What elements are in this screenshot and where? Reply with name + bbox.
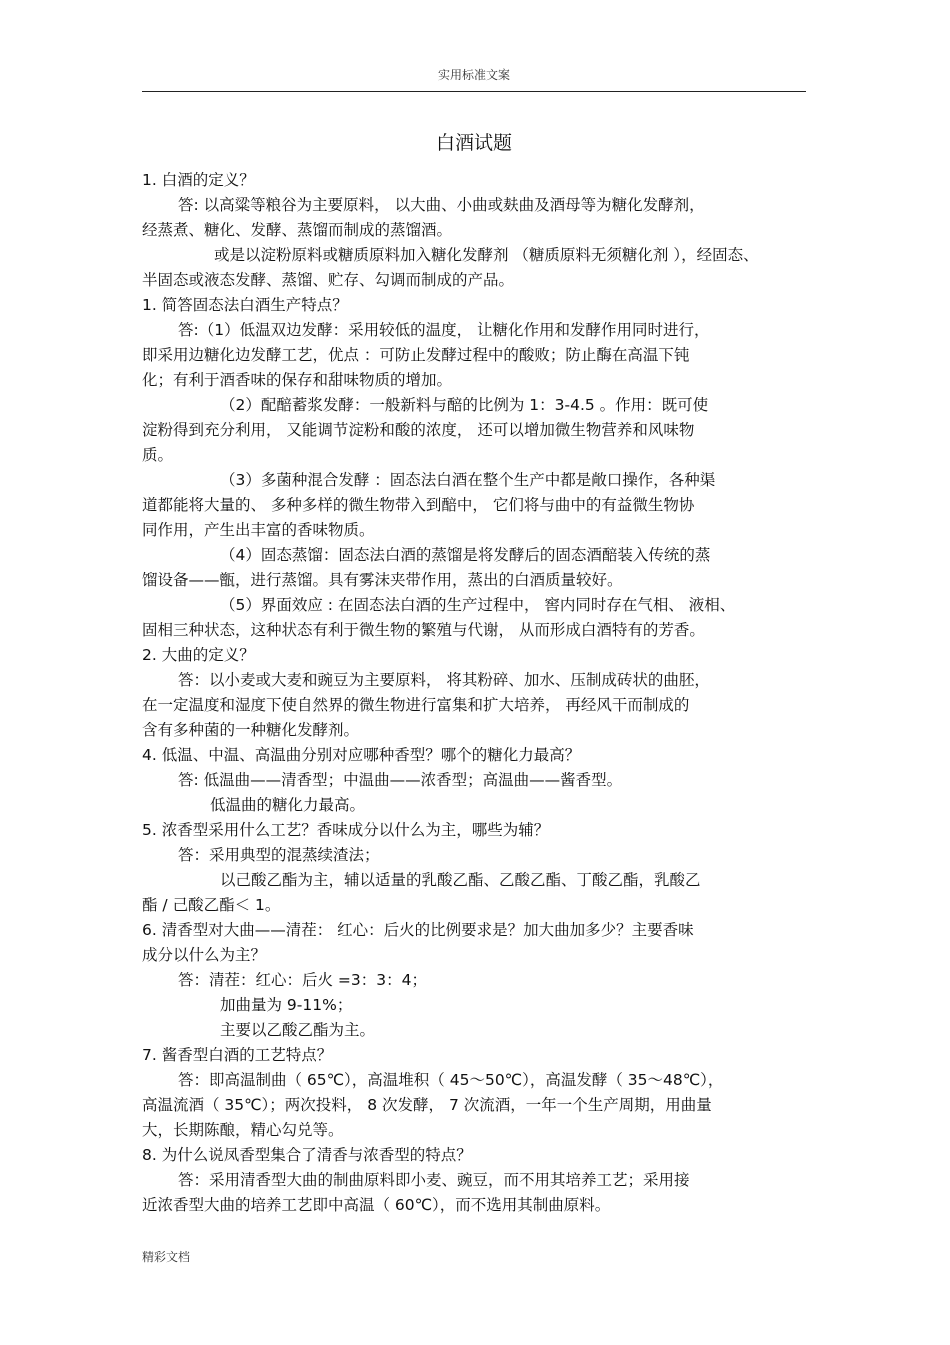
text-line: （3）多菌种混合发酵 ：固态法白酒在整个生产中都是敞口操作，各种渠 [220, 471, 716, 489]
text-line: 馏设备——甑，进行蒸馏。具有雾沫夹带作用，蒸出的白酒质量较好。 [142, 571, 623, 589]
text-line: 5. 浓香型采用什么工艺？香味成分以什么为主，哪些为辅？ [142, 821, 550, 839]
text-line: 以己酸乙酯为主，辅以适量的乳酸乙酯、乙酸乙酯、丁酸乙酯，乳酸乙 [220, 871, 701, 889]
text-line: （5）界面效应 : 在固态法白酒的生产过程中， 窖内同时存在气相、 液相、 [220, 596, 736, 614]
text-line: 加曲量为 9-11%； [220, 996, 353, 1014]
text-line: 答：清茬：红心：后火 =3：3：4； [178, 971, 428, 989]
text-line: 成分以什么为主？ [142, 946, 267, 964]
text-line: 经蒸煮、糖化、发酵、蒸馏而制成的蒸馏酒。 [142, 221, 453, 239]
header-divider [142, 91, 806, 92]
text-line: 半固态或液态发酵、蒸馏、贮存、勾调而制成的产品。 [142, 271, 515, 289]
text-line: 化；有利于酒香味的保存和甜味物质的增加。 [142, 371, 453, 389]
text-line: 质。 [142, 446, 174, 464]
text-line: 答:（1）低温双边发酵：采用较低的温度， 让糖化作用和发酵作用同时进行， [178, 321, 710, 339]
document-body [142, 168, 806, 1218]
text-line: 高温流酒（ 35℃）；两次投料， 8 次发酵， 7 次流酒，一年一个生产周期，用曲量 [142, 1096, 712, 1114]
text-line: 8. 为什么说凤香型集合了清香与浓香型的特点？ [142, 1146, 472, 1164]
text-line: （2）配醅蓄浆发酵：一般新料与醅的比例为 1：3-4.5 。作用：既可使 [220, 396, 709, 414]
text-line: 低温曲的糖化力最高。 [210, 796, 366, 814]
text-line: 道都能将大量的、 多种多样的微生物带入到醅中， 它们将与曲中的有益微生物协 [142, 496, 695, 514]
text-line: 主要以乙酸乙酯为主。 [220, 1021, 376, 1039]
text-line: 即采用边糖化边发酵工艺，优点 ：可防止发酵过程中的酸败；防止酶在高温下钝 [142, 346, 690, 364]
text-line: 答：以小麦或大麦和豌豆为主要原料， 将其粉碎、加水、压制成砖状的曲胚， [178, 671, 710, 689]
text-line: 6. 清香型对大曲——清茬： 红心：后火的比例要求是？加大曲加多少？主要香味 [142, 921, 694, 939]
text-line: 1. 简答固态法白酒生产特点？ [142, 296, 348, 314]
text-line: 在一定温度和湿度下使自然界的微生物进行富集和扩大培养， 再经风干而制成的 [142, 696, 690, 714]
text-line: 1. 白酒的定义？ [142, 171, 255, 189]
text-line: （4）固态蒸馏：固态法白酒的蒸馏是将发酵后的固态酒醅装入传统的蒸 [220, 546, 711, 564]
text-line: 答：采用清香型大曲的制曲原料即小麦、豌豆，而不用其培养工艺；采用接 [178, 1171, 690, 1189]
text-line: 含有多种菌的一种糖化发酵剂。 [142, 721, 360, 739]
text-line: 答：采用典型的混蒸续渣法； [178, 846, 380, 864]
text-line: 答：即高温制曲（ 65℃），高温堆积（ 45～50℃），高温发酵（ 35～48℃）， [178, 1071, 724, 1089]
text-line: 2. 大曲的定义？ [142, 646, 255, 664]
text-line: 酯 / 己酸乙酯＜ 1。 [142, 896, 281, 914]
text-line: 固相三种状态，这种状态有利于微生物的繁殖与代谢， 从而形成白酒特有的芳香。 [142, 621, 705, 639]
document-title: 白酒试题 [435, 132, 512, 154]
text-line: 大，长期陈酿，精心勾兑等。 [142, 1121, 344, 1139]
text-line: 或是以淀粉原料或糖质原料加入糖化发酵剂 （糖质原料无须糖化剂 ），经固态、 [214, 246, 759, 264]
text-line: 答: 低温曲——清香型；中温曲——浓香型；高温曲——酱香型。 [178, 771, 623, 789]
text-line: 答: 以高粱等粮谷为主要原料， 以大曲、小曲或麸曲及酒母等为糖化发酵剂， [178, 196, 705, 214]
text-line: 淀粉得到充分利用， 又能调节淀粉和酸的浓度， 还可以增加微生物营养和风味物 [142, 421, 695, 439]
page-header: 实用标准文案 [437, 68, 510, 82]
text-line: 近浓香型大曲的培养工艺即中高温（ 60℃），而不选用其制曲原料。 [142, 1196, 611, 1214]
page-footer: 精彩文档 [142, 1250, 191, 1264]
text-line: 4. 低温、中温、高温曲分别对应哪种香型？哪个的糖化力最高？ [142, 746, 581, 764]
text-line: 同作用，产生出丰富的香味物质。 [142, 521, 375, 539]
text-line: 7. 酱香型白酒的工艺特点？ [142, 1046, 333, 1064]
